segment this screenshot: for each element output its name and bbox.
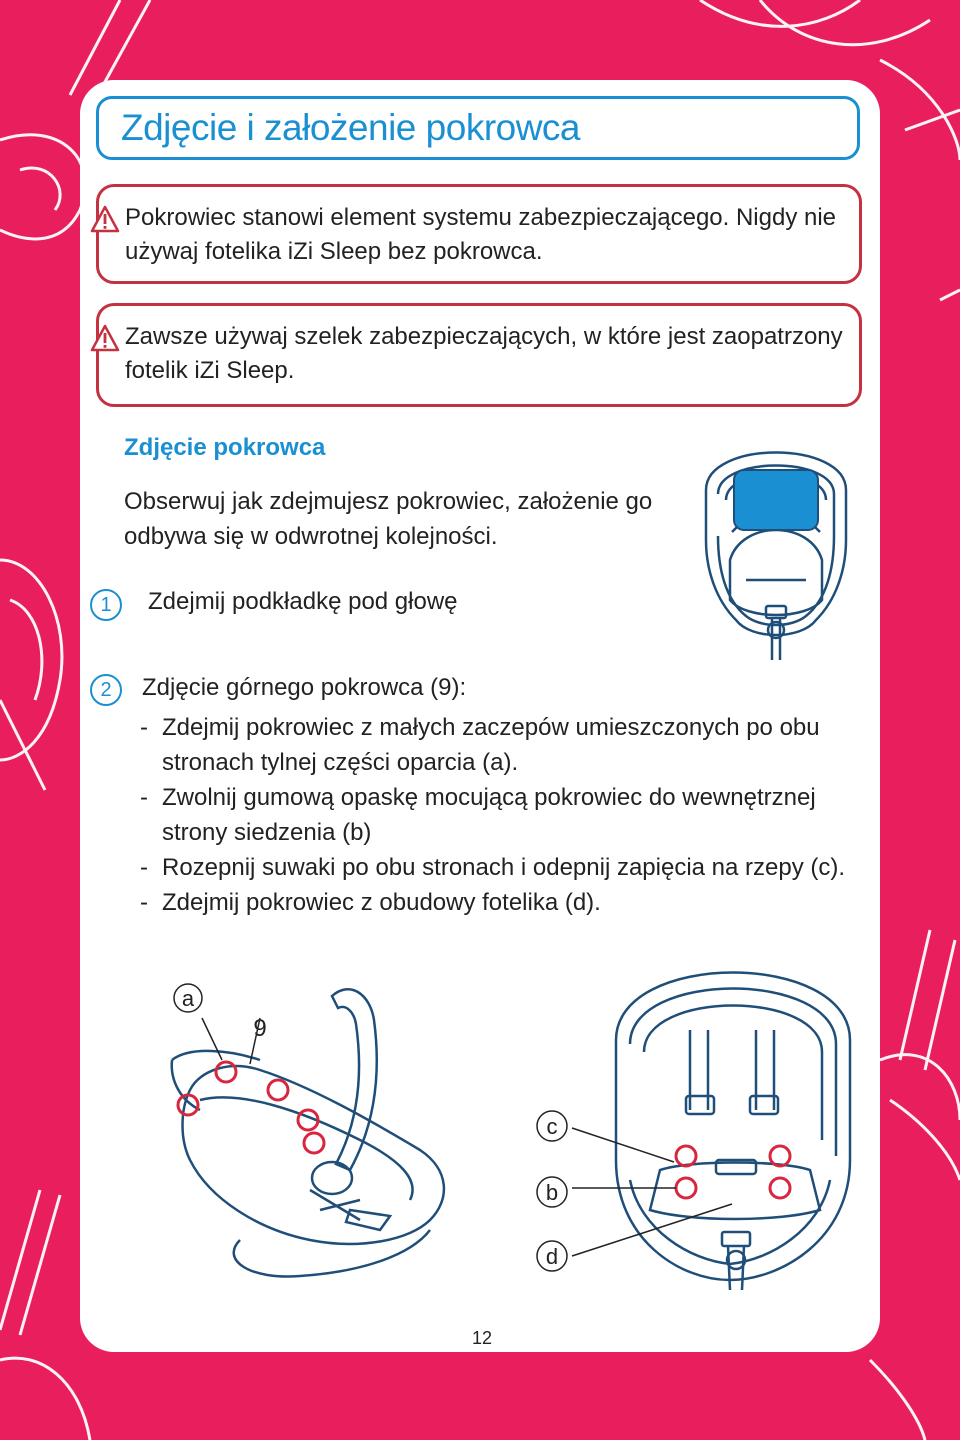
step-text: Zdjęcie górnego pokrowca (9): — [142, 674, 467, 701]
label-a: a — [181, 986, 195, 1011]
title-box — [96, 96, 860, 160]
list-item — [140, 885, 860, 920]
page-title: Zdjęcie i założenie pokrowca — [121, 107, 581, 148]
list-item-text: Zdejmij pokrowiec z obudowy fotelika (d). — [162, 889, 601, 916]
bullet-dash: - — [140, 854, 148, 881]
warning-text: Pokrowiec stanowi element systemu zabezpieczającego. Nigdy nie używaj fotelika iZi Sleep bez pokrowca. — [125, 204, 837, 265]
warning-triangle-icon — [90, 205, 120, 233]
label-9: 9 — [253, 1015, 267, 1042]
instruction-list — [140, 710, 860, 920]
warning-box — [96, 303, 862, 407]
label-c: c — [546, 1114, 558, 1139]
page-number: 12 — [472, 1328, 493, 1348]
warning-box — [96, 184, 862, 284]
label-d: d — [545, 1244, 559, 1269]
label-b: b — [545, 1180, 559, 1205]
warning-text: Zawsze używaj szelek zabezpieczających, w które jest zaopatrzony fotelik iZi Sleep. — [125, 323, 843, 384]
list-item-text: Zdejmij pokrowiec z małych zaczepów umieszczonych po obu stronach tylnej części oparcia (a). — [162, 714, 820, 776]
car-seat-head-pad-illustration — [696, 420, 856, 670]
car-seat-front-illustration — [520, 960, 860, 1290]
step-number: 2 — [90, 674, 122, 706]
section-heading: Zdjęcie pokrowca — [124, 434, 326, 461]
bullet-dash: - — [140, 889, 148, 916]
step-number: 1 — [90, 589, 122, 621]
step-text: Zdejmij podkładkę pod głowę — [148, 588, 458, 615]
list-item-text: Rozepnij suwaki po obu stronach i odepnij zapięcia na rzepy (c). — [162, 854, 846, 881]
list-item — [140, 850, 860, 885]
list-item — [140, 710, 860, 780]
section-intro: Obserwuj jak zdejmujesz pokrowiec, założenie go odbywa się w odwrotnej kolejności. — [124, 488, 653, 550]
warning-triangle-icon — [90, 324, 120, 352]
list-item — [140, 780, 860, 850]
list-item-text: Zwolnij gumową opaskę mocującą pokrowiec do wewnętrznej strony siedzenia (b) — [162, 784, 816, 846]
car-seat-side-illustration — [160, 960, 490, 1280]
bullet-dash: - — [140, 714, 148, 741]
bullet-dash: - — [140, 784, 148, 811]
